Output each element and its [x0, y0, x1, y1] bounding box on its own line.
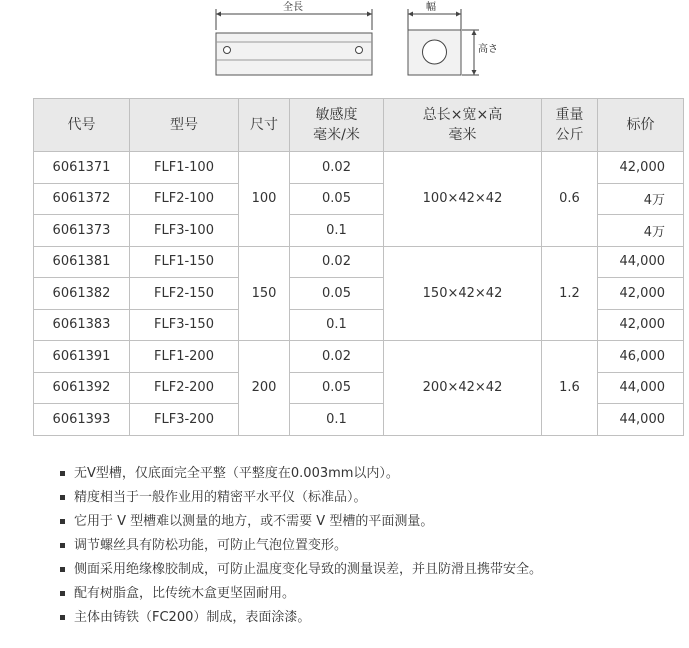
list-item: 主体由铸铁（FC200）制成，表面涂漆。	[60, 606, 542, 630]
header-weight-line2: 公斤	[555, 127, 584, 143]
cell-code: 6061372	[34, 183, 130, 215]
cell-model: FLF1-100	[130, 152, 239, 184]
cell-sensitivity: 0.02	[290, 152, 384, 184]
cell-sensitivity: 0.05	[290, 372, 384, 404]
header-dimensions	[384, 99, 542, 152]
cell-size: 100	[239, 152, 290, 247]
level-end-view	[408, 30, 461, 75]
cell-code: 6061371	[34, 152, 130, 184]
cell-sensitivity: 0.1	[290, 309, 384, 341]
cell-sensitivity: 0.02	[290, 341, 384, 373]
cell-weight: 1.6	[542, 341, 598, 436]
cell-dimensions: 200×42×42	[384, 341, 542, 436]
cell-model: FLF1-150	[130, 246, 239, 278]
header-model: 型号	[130, 99, 239, 152]
cell-price: 4万	[598, 215, 684, 247]
table-row	[34, 246, 684, 278]
list-item: 它用于 V 型槽难以测量的地方，或不需要 V 型槽的平面测量。	[60, 510, 542, 534]
header-dimensions-line1: 总长×宽×高	[422, 107, 503, 123]
header-dimensions-line2: 毫米	[448, 127, 477, 143]
header-code: 代号	[34, 99, 130, 152]
cell-price: 44,000	[598, 372, 684, 404]
spec-table	[33, 98, 684, 436]
header-weight-line1: 重量	[555, 107, 584, 123]
list-item: 精度相当于一般作业用的精密平水平仪（标准品）。	[60, 486, 542, 510]
list-item: 无V型槽，仅底面完全平整（平整度在0.003mm以内）。	[60, 462, 542, 486]
cell-price: 44,000	[598, 246, 684, 278]
cell-model: FLF1-200	[130, 341, 239, 373]
cell-price: 42,000	[598, 278, 684, 310]
header-sensitivity-line2: 毫米/米	[313, 127, 360, 143]
header-sensitivity	[290, 99, 384, 152]
cell-model: FLF2-100	[130, 183, 239, 215]
cell-weight: 0.6	[542, 152, 598, 247]
list-item: 侧面采用绝缘橡胶制成，可防止温度变化导致的测量误差，并且防滑且携带安全。	[60, 558, 542, 582]
cell-code: 6061373	[34, 215, 130, 247]
feature-list	[60, 462, 542, 630]
cell-price: 42,000	[598, 152, 684, 184]
cell-size: 150	[239, 246, 290, 341]
cell-sensitivity: 0.1	[290, 215, 384, 247]
header-weight	[542, 99, 598, 152]
list-item: 配有树脂盒，比传统木盒更坚固耐用。	[60, 582, 542, 606]
height-label: 高さ	[478, 44, 498, 55]
header-size: 尺寸	[239, 99, 290, 152]
header-price: 标价	[598, 99, 684, 152]
cell-model: FLF3-200	[130, 404, 239, 436]
dimension-diagram	[0, 0, 689, 90]
cell-dimensions: 100×42×42	[384, 152, 542, 247]
cell-model: FLF3-100	[130, 215, 239, 247]
cell-price: 44,000	[598, 404, 684, 436]
cell-code: 6061383	[34, 309, 130, 341]
cell-code: 6061391	[34, 341, 130, 373]
cell-size: 200	[239, 341, 290, 436]
cell-code: 6061392	[34, 372, 130, 404]
cell-dimensions: 150×42×42	[384, 246, 542, 341]
cell-code: 6061393	[34, 404, 130, 436]
level-diagram-drawing	[0, 0, 689, 90]
list-item: 调节螺丝具有防松功能，可防止气泡位置变形。	[60, 534, 542, 558]
table-row	[34, 152, 684, 184]
table-row	[34, 341, 684, 373]
cell-code: 6061382	[34, 278, 130, 310]
cell-model: FLF2-150	[130, 278, 239, 310]
cell-model: FLF3-150	[130, 309, 239, 341]
cell-sensitivity: 0.05	[290, 183, 384, 215]
cell-weight: 1.2	[542, 246, 598, 341]
cell-price: 42,000	[598, 309, 684, 341]
cell-model: FLF2-200	[130, 372, 239, 404]
cell-sensitivity: 0.1	[290, 404, 384, 436]
width-label: 幅	[426, 2, 436, 13]
table-header-row	[34, 99, 684, 152]
level-side-view	[216, 33, 372, 75]
cell-sensitivity: 0.02	[290, 246, 384, 278]
length-label: 全長	[283, 2, 303, 13]
header-sensitivity-line1: 敏感度	[315, 107, 358, 123]
cell-sensitivity: 0.05	[290, 278, 384, 310]
cell-price: 4万	[598, 183, 684, 215]
cell-code: 6061381	[34, 246, 130, 278]
cell-price: 46,000	[598, 341, 684, 373]
